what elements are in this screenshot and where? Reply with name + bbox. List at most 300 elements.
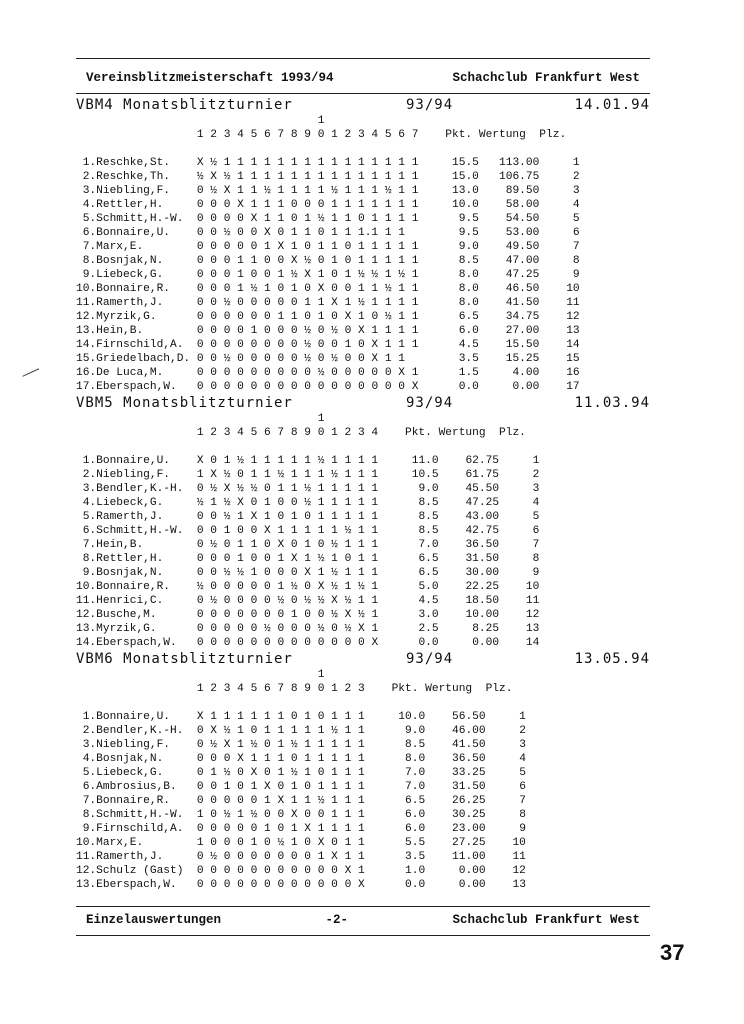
player-rank: 3. <box>82 185 97 197</box>
section-date: 13.05.94 <box>574 651 650 667</box>
page-footer <box>76 907 650 935</box>
player-results: 0 0 0 0 0 ½ 0 0 0 ½ 0 ½ X 1 <box>196 623 379 635</box>
player-rank: 11. <box>76 297 97 309</box>
player-results: 0 0 0 0 0 0 0 0 0 0 0 0 X <box>196 879 365 891</box>
player-rank: 14. <box>76 637 97 649</box>
table-row <box>76 184 650 198</box>
player-rank: 5. <box>82 767 97 779</box>
player-rank: 6. <box>82 525 97 537</box>
page-content <box>76 58 650 936</box>
player-name: Schmitt,H.-W. <box>96 525 184 537</box>
player-wertung: 47.25 <box>505 269 540 281</box>
section-title <box>76 650 650 668</box>
player-wertung: 43.00 <box>465 511 500 523</box>
player-points: 0.0 <box>458 381 479 393</box>
table-row <box>76 338 650 352</box>
player-wertung: 31.50 <box>452 781 486 793</box>
column-wertung: Wertung <box>425 683 473 695</box>
player-points: 15.0 <box>452 171 479 183</box>
player-place: 4 <box>519 753 526 765</box>
player-rank: 10. <box>76 283 97 295</box>
footer-center: -2- <box>325 913 348 927</box>
column-tens-row <box>76 114 650 128</box>
player-rank: 6. <box>82 781 97 793</box>
player-rank: 9. <box>82 269 97 281</box>
player-rank: 12. <box>76 311 97 323</box>
player-name: Niebling,F. <box>96 739 171 751</box>
player-name: Griedelbach,D. <box>96 353 191 365</box>
player-wertung: 61.75 <box>465 469 500 481</box>
section-name: VBM5 Monatsblitzturnier <box>76 395 293 411</box>
player-points: 3.5 <box>405 851 426 863</box>
player-rank: 16. <box>76 367 97 379</box>
player-rank: 7. <box>82 241 97 253</box>
player-name: Henrici,C. <box>96 595 164 607</box>
page-number: 37 <box>660 940 685 965</box>
table-row <box>76 482 650 496</box>
player-points: 6.0 <box>405 823 426 835</box>
player-wertung: 30.25 <box>452 809 486 821</box>
section-season: 93/94 <box>406 651 454 667</box>
player-place: 2 <box>572 171 580 183</box>
footer-right: Schachclub Frankfurt West <box>452 913 640 927</box>
player-name: Myrzik,G. <box>96 623 157 635</box>
player-results: 0 0 0 0 0 1 0 1 X 1 1 1 1 <box>196 823 365 835</box>
player-wertung: 8.25 <box>472 623 500 635</box>
player-place: 8 <box>532 553 540 565</box>
player-name: Marx,E. <box>96 837 144 849</box>
column-tens-row <box>76 668 650 682</box>
player-points: 4.5 <box>418 595 439 607</box>
player-place: 7 <box>519 795 526 807</box>
player-name: Bendler,K.-H. <box>96 483 184 495</box>
player-name: Reschke,Th. <box>96 171 171 183</box>
player-rank: 11. <box>76 851 97 863</box>
player-place: 5 <box>532 511 540 523</box>
player-results: ½ X ½ 1 1 1 1 1 1 1 1 1 1 1 1 1 1 <box>196 171 419 183</box>
player-place: 9 <box>572 269 580 281</box>
player-place: 5 <box>519 767 526 779</box>
table-row <box>76 226 650 240</box>
player-points: 8.5 <box>418 525 439 537</box>
table-row <box>76 636 650 650</box>
column-tens: 1 <box>317 115 325 127</box>
player-wertung: 26.25 <box>452 795 486 807</box>
player-wertung: 31.50 <box>465 553 500 565</box>
player-results: 0 0 ½ 0 0 0 0 0 1 1 X 1 ½ 1 1 1 1 <box>196 297 419 309</box>
player-name: Busche,M. <box>96 609 157 621</box>
player-points: 6.5 <box>458 311 479 323</box>
player-results: 0 ½ 0 0 0 0 ½ 0 ½ ½ X ½ 1 1 <box>196 595 379 607</box>
player-rank: 1. <box>82 157 97 169</box>
player-points: 5.5 <box>405 837 426 849</box>
player-wertung: 0.00 <box>458 865 486 877</box>
player-points: 0.0 <box>418 637 439 649</box>
player-rank: 7. <box>82 795 97 807</box>
player-name: Firnschild,A. <box>96 823 184 835</box>
player-name: Liebeck,G. <box>96 269 164 281</box>
player-results: 0 0 ½ 0 0 X 0 1 1 0 1 1 1.1 1 1 <box>196 227 405 239</box>
player-name: De Luca,M. <box>96 367 164 379</box>
player-name: Liebeck,G. <box>96 497 164 509</box>
margin-mark <box>22 368 39 377</box>
player-name: Bosnjak,N. <box>96 753 164 765</box>
player-place: 6 <box>572 227 580 239</box>
player-place: 8 <box>519 809 526 821</box>
player-place: 1 <box>519 711 526 723</box>
table-row <box>76 310 650 324</box>
player-results: 0 0 ½ 1 X 1 0 1 0 1 1 1 1 1 <box>196 511 379 523</box>
player-place: 14 <box>566 339 580 351</box>
table-row <box>76 766 650 780</box>
player-name: Rettler,H. <box>96 553 164 565</box>
player-wertung: 53.00 <box>505 227 540 239</box>
player-points: 1.5 <box>458 367 479 379</box>
column-pkt: Pkt. <box>405 427 432 439</box>
player-wertung: 36.50 <box>452 753 486 765</box>
player-points: 3.0 <box>418 609 439 621</box>
player-rank: 12. <box>76 865 97 877</box>
table-row <box>76 794 650 808</box>
player-place: 10 <box>566 283 580 295</box>
player-name: Bendler,K.-H. <box>96 725 184 737</box>
section-name: VBM6 Monatsblitzturnier <box>76 651 293 667</box>
player-rank: 6. <box>82 227 97 239</box>
player-wertung: 18.50 <box>465 595 500 607</box>
player-points: 9.5 <box>458 227 479 239</box>
player-place: 5 <box>572 213 580 225</box>
player-name: Eberspach,W. <box>96 381 177 393</box>
player-results: ½ 1 ½ X 0 1 0 0 ½ 1 1 1 1 1 <box>196 497 379 509</box>
player-place: 12 <box>525 609 540 621</box>
player-place: 4 <box>532 497 540 509</box>
column-pkt: Pkt. <box>391 683 419 695</box>
player-points: 8.0 <box>458 269 479 281</box>
player-name: Schulz (Gast) <box>96 865 184 877</box>
header-rule <box>76 93 650 94</box>
player-name: Bosnjak,N. <box>96 567 164 579</box>
player-points: 9.0 <box>418 483 439 495</box>
player-wertung: 47.25 <box>465 497 500 509</box>
player-results: 0 0 0 0 0 0 1 1 0 1 0 X 1 0 ½ 1 1 <box>196 311 419 323</box>
table-row <box>76 822 650 836</box>
table-row <box>76 366 650 380</box>
player-rank: 5. <box>82 511 97 523</box>
column-header-row <box>76 426 650 440</box>
player-place: 6 <box>519 781 526 793</box>
player-rank: 11. <box>76 595 97 607</box>
player-rank: 14. <box>76 339 97 351</box>
table-row <box>76 552 650 566</box>
player-rank: 12. <box>76 609 97 621</box>
player-place: 1 <box>532 455 540 467</box>
player-place: 9 <box>532 567 540 579</box>
player-points: 5.0 <box>418 581 439 593</box>
player-rank: 2. <box>82 469 97 481</box>
player-results: 0 0 0 0 X 1 1 0 1 ½ 1 1 0 1 1 1 1 <box>196 213 419 225</box>
table-row <box>76 170 650 184</box>
player-points: 9.5 <box>458 213 479 225</box>
player-points: 10.5 <box>411 469 439 481</box>
section-date: 11.03.94 <box>574 395 650 411</box>
player-name: Schmitt,H.-W. <box>96 809 184 821</box>
player-results: X 0 1 ½ 1 1 1 1 1 ½ 1 1 1 1 <box>196 455 379 467</box>
table-row <box>76 282 650 296</box>
player-rank: 9. <box>82 823 97 835</box>
column-tens: 1 <box>317 669 325 681</box>
player-place: 10 <box>512 837 526 849</box>
player-results: 0 0 0 0 0 0 0 0 0 0 0 0 0 X <box>196 637 379 649</box>
player-wertung: 113.00 <box>499 157 540 169</box>
player-wertung: 23.00 <box>452 823 486 835</box>
player-results: 0 ½ 0 0 0 0 0 0 0 1 X 1 1 <box>196 851 365 863</box>
table-row <box>76 380 650 394</box>
player-points: 10.0 <box>452 199 479 211</box>
player-results: 0 0 0 0 0 0 0 0 ½ 0 0 1 0 X 1 1 1 <box>196 339 419 351</box>
player-name: Reschke,St. <box>96 157 171 169</box>
player-results: 0 0 0 0 0 0 0 0 0 0 0 X 1 <box>196 865 365 877</box>
table-row <box>76 240 650 254</box>
player-place: 2 <box>519 725 526 737</box>
player-name: Ramerth,J. <box>96 511 164 523</box>
player-name: Ambrosius,B. <box>96 781 177 793</box>
table-row <box>76 724 650 738</box>
player-points: 6.0 <box>458 325 479 337</box>
player-results: 0 0 0 0 0 0 0 1 0 0 ½ X ½ 1 <box>196 609 379 621</box>
player-results: 0 0 0 1 1 0 0 X ½ 0 1 0 1 1 1 1 1 <box>196 255 419 267</box>
player-results: 1 0 ½ 1 ½ 0 0 X 0 0 1 1 1 <box>196 809 365 821</box>
player-name: Eberspach,W. <box>96 879 177 891</box>
header-club: Schachclub Frankfurt West <box>452 71 640 85</box>
player-name: Bonnaire,U. <box>96 455 171 467</box>
bottom-rule <box>76 935 650 936</box>
player-results: X ½ 1 1 1 1 1 1 1 1 1 1 1 1 1 1 1 <box>196 157 419 169</box>
player-points: 8.5 <box>418 497 439 509</box>
player-wertung: 58.00 <box>505 199 540 211</box>
player-rank: 2. <box>82 171 97 183</box>
player-wertung: 56.50 <box>452 711 486 723</box>
player-points: 11.0 <box>411 455 439 467</box>
table-row <box>76 580 650 594</box>
player-name: Marx,E. <box>96 241 144 253</box>
player-name: Bonnaire,U. <box>96 227 171 239</box>
player-wertung: 27.00 <box>505 325 540 337</box>
player-place: 9 <box>519 823 526 835</box>
player-points: 6.5 <box>405 795 426 807</box>
table-row <box>76 850 650 864</box>
player-wertung: 36.50 <box>465 539 500 551</box>
player-results: 0 0 ½ ½ 1 0 0 0 X 1 ½ 1 1 1 <box>196 567 379 579</box>
player-rank: 4. <box>82 497 97 509</box>
player-results: 0 0 1 0 1 X 0 1 0 1 1 1 1 <box>196 781 365 793</box>
player-results: 0 0 0 0 0 0 0 0 0 ½ 0 0 0 0 0 X 1 <box>196 367 419 379</box>
player-results: 0 0 ½ 0 0 0 0 0 ½ 0 ½ 0 0 X 1 1 <box>196 353 405 365</box>
player-place: 14 <box>525 637 540 649</box>
player-place: 6 <box>532 525 540 537</box>
player-rank: 4. <box>82 199 97 211</box>
column-numbers: 1 2 3 4 5 6 7 8 9 0 1 2 3 4 <box>196 427 379 439</box>
table-row <box>76 808 650 822</box>
player-place: 4 <box>572 199 580 211</box>
player-place: 12 <box>566 311 580 323</box>
player-results: 0 0 0 0 0 1 X 1 1 ½ 1 1 1 <box>196 795 365 807</box>
player-points: 10.0 <box>398 711 426 723</box>
table-row <box>76 510 650 524</box>
player-wertung: 46.50 <box>505 283 540 295</box>
player-place: 13 <box>512 879 526 891</box>
player-points: 8.0 <box>458 297 479 309</box>
player-place: 8 <box>572 255 580 267</box>
player-name: Bonnaire,U. <box>96 711 171 723</box>
player-name: Liebeck,G. <box>96 767 164 779</box>
table-row <box>76 864 650 878</box>
table-row <box>76 608 650 622</box>
column-plz: Plz. <box>485 683 513 695</box>
player-place: 3 <box>572 185 580 197</box>
player-name: Rettler,H. <box>96 199 164 211</box>
section-title <box>76 96 650 114</box>
player-results: 1 X ½ 0 1 1 ½ 1 1 1 ½ 1 1 1 <box>196 469 379 481</box>
player-wertung: 62.75 <box>465 455 500 467</box>
column-tens: 1 <box>317 413 325 425</box>
player-wertung: 15.25 <box>505 353 540 365</box>
player-rank: 13. <box>76 325 97 337</box>
player-rank: 2. <box>82 725 97 737</box>
table-row <box>76 296 650 310</box>
player-wertung: 45.50 <box>465 483 500 495</box>
player-rank: 17. <box>76 381 97 393</box>
player-place: 17 <box>566 381 580 393</box>
table-row <box>76 468 650 482</box>
player-rank: 1. <box>82 711 97 723</box>
column-tens-row <box>76 412 650 426</box>
table-row <box>76 454 650 468</box>
player-name: Ramerth,J. <box>96 297 164 309</box>
player-results: 0 0 0 1 ½ 1 0 1 0 X 0 0 1 1 ½ 1 1 <box>196 283 419 295</box>
table-row <box>76 254 650 268</box>
player-place: 13 <box>566 325 580 337</box>
player-wertung: 22.25 <box>465 581 500 593</box>
player-name: Bonnaire,R. <box>96 795 171 807</box>
player-rank: 3. <box>82 483 97 495</box>
player-points: 6.0 <box>405 809 426 821</box>
player-results: 0 0 1 0 0 X 1 1 1 1 1 ½ 1 1 <box>196 525 379 537</box>
player-wertung: 4.00 <box>512 367 540 379</box>
player-results: 0 0 0 0 0 0 0 0 0 0 0 0 0 0 0 0 X <box>196 381 419 393</box>
player-name: Bonnaire,R. <box>96 283 171 295</box>
player-rank: 1. <box>82 455 97 467</box>
player-place: 13 <box>525 623 540 635</box>
player-place: 2 <box>532 469 540 481</box>
player-place: 15 <box>566 353 580 365</box>
player-name: Niebling,F. <box>96 185 171 197</box>
player-results: 0 0 0 1 0 0 1 ½ X 1 0 1 ½ ½ 1 ½ 1 <box>196 269 419 281</box>
column-wertung: Wertung <box>438 427 486 439</box>
player-wertung: 54.50 <box>505 213 540 225</box>
player-points: 0.0 <box>405 879 426 891</box>
player-place: 7 <box>532 539 540 551</box>
tournament-section <box>76 394 650 650</box>
player-place: 10 <box>525 581 540 593</box>
table-row <box>76 710 650 724</box>
column-numbers: 1 2 3 4 5 6 7 8 9 0 1 2 3 <box>196 683 365 695</box>
player-wertung: 89.50 <box>505 185 540 197</box>
table-row <box>76 878 650 892</box>
table-row <box>76 594 650 608</box>
player-points: 4.5 <box>458 339 479 351</box>
table-row <box>76 566 650 580</box>
player-place: 11 <box>566 297 580 309</box>
player-name: Myrzik,G. <box>96 311 157 323</box>
player-results: 0 ½ 0 1 1 0 X 0 1 0 ½ 1 1 1 <box>196 539 379 551</box>
section-date: 14.01.94 <box>574 97 650 113</box>
player-points: 7.0 <box>405 781 426 793</box>
player-wertung: 30.00 <box>465 567 500 579</box>
player-results: 0 1 ½ 0 X 0 1 ½ 1 0 1 1 1 <box>196 767 365 779</box>
table-row <box>76 496 650 510</box>
player-name: Hein,B. <box>96 325 144 337</box>
section-title <box>76 394 650 412</box>
player-rank: 13. <box>76 623 97 635</box>
column-plz: Plz. <box>539 129 567 141</box>
table-row <box>76 622 650 636</box>
player-wertung: 27.25 <box>452 837 486 849</box>
column-wertung: Wertung <box>478 129 526 141</box>
player-rank: 4. <box>82 753 97 765</box>
player-rank: 8. <box>82 553 97 565</box>
player-name: Ramerth,J. <box>96 851 164 863</box>
player-points: 2.5 <box>418 623 439 635</box>
player-points: 6.5 <box>418 567 439 579</box>
tournament-sections <box>76 96 650 892</box>
player-name: Bosnjak,N. <box>96 255 164 267</box>
footer-left: Einzelauswertungen <box>86 913 222 927</box>
player-name: Eberspach,W. <box>96 637 177 649</box>
column-pkt: Pkt. <box>445 129 473 141</box>
player-points: 6.5 <box>418 553 439 565</box>
player-results: 0 X ½ 1 0 1 1 1 1 1 ½ 1 1 <box>196 725 365 737</box>
player-wertung: 106.75 <box>499 171 540 183</box>
player-points: 8.0 <box>458 283 479 295</box>
player-wertung: 41.50 <box>505 297 540 309</box>
table-row <box>76 324 650 338</box>
player-results: 0 0 0 X 1 1 1 0 0 0 1 1 1 1 1 1 1 <box>196 199 419 211</box>
player-place: 7 <box>572 241 580 253</box>
player-place: 16 <box>566 367 580 379</box>
player-wertung: 11.00 <box>452 851 486 863</box>
player-wertung: 33.25 <box>452 767 486 779</box>
column-plz: Plz. <box>499 427 526 439</box>
header-title: Vereinsblitzmeisterschaft 1993/94 <box>86 71 334 85</box>
player-points: 3.5 <box>458 353 479 365</box>
player-wertung: 0.00 <box>458 879 486 891</box>
player-wertung: 34.75 <box>505 311 540 323</box>
player-results: 0 0 0 0 0 1 X 1 0 1 1 0 1 1 1 1 1 <box>196 241 419 253</box>
player-wertung: 42.75 <box>465 525 500 537</box>
player-wertung: 0.00 <box>472 637 500 649</box>
player-points: 8.5 <box>405 739 426 751</box>
section-season: 93/94 <box>406 395 454 411</box>
table-row <box>76 156 650 170</box>
player-results: 0 0 0 1 0 0 1 X 1 ½ 1 0 1 1 <box>196 553 379 565</box>
player-results: 0 0 0 0 1 0 0 0 ½ 0 ½ 0 X 1 1 1 1 <box>196 325 419 337</box>
player-points: 9.0 <box>405 725 426 737</box>
table-row <box>76 198 650 212</box>
player-rank: 8. <box>82 255 97 267</box>
player-place: 1 <box>572 157 580 169</box>
section-name: VBM4 Monatsblitzturnier <box>76 97 293 113</box>
tournament-section <box>76 96 650 394</box>
